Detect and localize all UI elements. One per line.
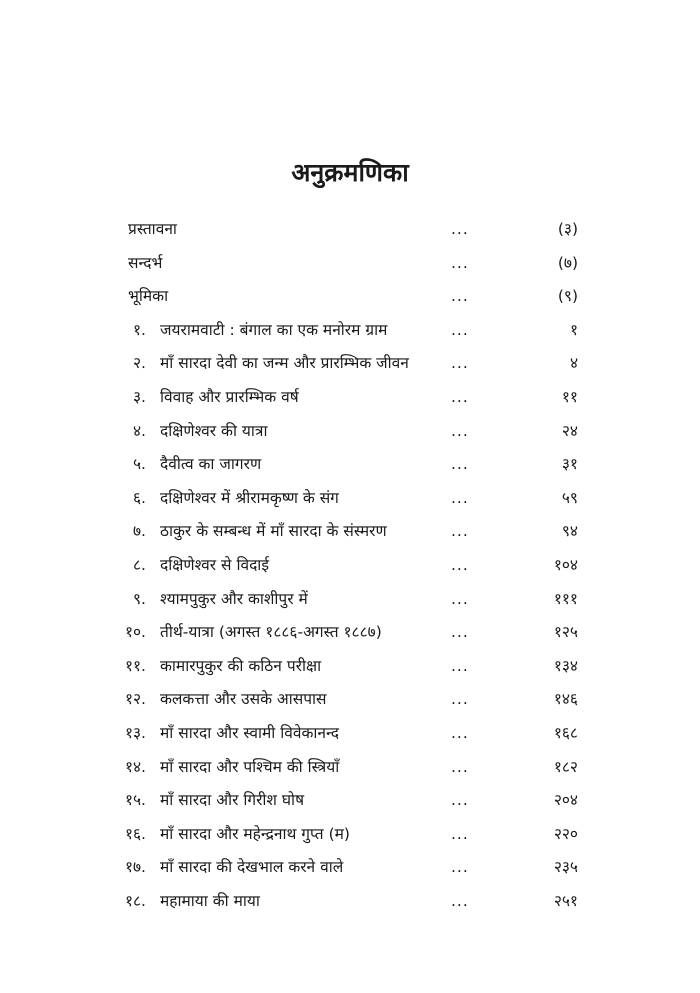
- toc-leader-dots: ...: [451, 589, 469, 608]
- toc-entry-number: ११.: [124, 656, 146, 675]
- toc-entry: [0, 785, 700, 815]
- toc-entry-page-number: (७): [557, 253, 578, 272]
- toc-entry: [0, 752, 700, 782]
- toc-entry-page-number: ३१: [561, 455, 578, 474]
- toc-leader-dots: ...: [451, 824, 469, 843]
- toc-entry-number: १३.: [124, 724, 146, 742]
- toc-entry: [0, 382, 700, 412]
- toc-entry: [0, 315, 700, 345]
- toc-entry-number: ७.: [133, 522, 146, 541]
- toc-entry-page-number: २३५: [553, 858, 578, 877]
- toc-entry: [0, 584, 700, 614]
- toc-entry-title: भूमिका: [128, 287, 169, 306]
- toc-entry: [0, 886, 700, 916]
- toc-entry: [0, 214, 700, 244]
- toc-leader-dots: ...: [451, 724, 469, 742]
- toc-entry-page-number: ११: [561, 388, 578, 406]
- toc-entry: [0, 852, 700, 882]
- toc-entry: [0, 684, 700, 714]
- toc-entry-number: २.: [133, 354, 146, 373]
- toc-leader-dots: ...: [451, 455, 469, 474]
- toc-entry: [0, 248, 700, 278]
- toc-entry-title: माँ सारदा की देखभाल करने वाले: [160, 858, 344, 877]
- toc-entry-title: श्यामपुकुर और काशीपुर में: [160, 589, 308, 608]
- toc-entry: [0, 718, 700, 748]
- toc-entry-page-number: १०४: [553, 556, 578, 574]
- toc-entry-page-number: १३४: [553, 656, 578, 675]
- toc-leader-dots: ...: [451, 421, 469, 440]
- toc-leader-dots: ...: [451, 388, 469, 406]
- toc-entry-title: सन्दर्भ: [128, 253, 163, 272]
- toc-entry: [0, 819, 700, 849]
- toc-entry-number: ३.: [133, 388, 146, 406]
- toc-entry-title: माँ सारदा और स्वामी विवेकानन्द: [160, 724, 340, 742]
- toc-entry-page-number: ५९: [561, 488, 578, 507]
- toc-entry-title: दक्षिणेश्वर में श्रीरामकृष्ण के संग: [160, 488, 339, 507]
- toc-entry-title: माँ सारदा और पश्चिम की स्त्रियाँ: [160, 757, 340, 776]
- toc-entry-title: कामारपुकुर की कठिन परीक्षा: [160, 656, 322, 675]
- toc-entry-title: माँ सारदा देवी का जन्म और प्रारम्भिक जीवन: [160, 354, 409, 373]
- toc-leader-dots: ...: [451, 287, 469, 306]
- toc-entry-number: १७.: [124, 858, 146, 877]
- toc-entry: [0, 516, 700, 546]
- toc-leader-dots: ...: [451, 757, 469, 776]
- toc-entry-page-number: २५१: [553, 892, 578, 910]
- toc-leader-dots: ...: [451, 858, 469, 877]
- toc-entry: [0, 416, 700, 446]
- toc-entry: [0, 550, 700, 580]
- toc-entry-page-number: १६८: [553, 724, 578, 742]
- toc-entry-page-number: १२५: [553, 623, 578, 642]
- toc-entry-number: ५.: [133, 455, 146, 474]
- toc-leader-dots: ...: [451, 320, 469, 339]
- toc-entry-title: ठाकुर के सम्बन्ध में माँ सारदा के संस्मरण: [160, 522, 387, 541]
- toc-entry-title: दैवीत्व का जागरण: [160, 455, 262, 474]
- toc-leader-dots: ...: [451, 656, 469, 675]
- toc-entry-title: दक्षिणेश्वर से विदाई: [160, 556, 269, 574]
- toc-entry-page-number: १: [569, 320, 578, 339]
- toc-entry-number: १२.: [124, 690, 146, 709]
- page-title: अनुक्रमणिका: [291, 158, 409, 187]
- toc-entry-title: माँ सारदा और महेन्द्रनाथ गुप्त (म): [160, 824, 350, 843]
- toc-entry: [0, 281, 700, 311]
- toc-entry: [0, 483, 700, 513]
- toc-entry-title: विवाह और प्रारम्भिक वर्ष: [160, 388, 299, 406]
- toc-entry-title: दक्षिणेश्वर की यात्रा: [160, 421, 268, 440]
- toc-entry-title: महामाया की माया: [160, 892, 260, 910]
- toc-entry-title: कलकत्ता और उसके आसपास: [160, 690, 327, 709]
- toc-entry-title: जयरामवाटी : बंगाल का एक मनोरम ग्राम: [160, 320, 388, 339]
- toc-leader-dots: ...: [451, 488, 469, 507]
- toc-leader-dots: ...: [451, 892, 469, 910]
- toc-entry-title: प्रस्तावना: [128, 220, 177, 238]
- toc-entry-page-number: ४: [569, 354, 578, 373]
- toc-leader-dots: ...: [451, 522, 469, 541]
- toc-leader-dots: ...: [451, 354, 469, 373]
- toc-entry-page-number: २२०: [553, 824, 578, 843]
- toc-leader-dots: ...: [451, 556, 469, 574]
- toc-entry-number: ४.: [133, 421, 146, 440]
- toc-entry-page-number: २०४: [553, 791, 578, 810]
- toc-entry-page-number: २४: [561, 421, 578, 440]
- toc-entry-number: ९.: [133, 589, 146, 608]
- toc-entry-number: १५.: [124, 791, 146, 810]
- toc-leader-dots: ...: [451, 690, 469, 709]
- toc-entry: [0, 651, 700, 681]
- toc-leader-dots: ...: [451, 220, 469, 238]
- toc-entry: [0, 449, 700, 479]
- toc-entry-title: तीर्थ-यात्रा (अगस्त १८८६-अगस्त १८८७): [160, 623, 382, 642]
- toc-leader-dots: ...: [451, 791, 469, 810]
- toc-entry: [0, 348, 700, 378]
- toc-entry-page-number: १४६: [553, 690, 578, 709]
- toc-entry-page-number: १११: [553, 589, 578, 608]
- toc-leader-dots: ...: [451, 623, 469, 642]
- toc-entry-number: ६.: [133, 488, 146, 507]
- toc-entry-number: १.: [133, 320, 146, 339]
- toc-entry: [0, 617, 700, 647]
- toc-entry-page-number: ९४: [561, 522, 578, 541]
- toc-leader-dots: ...: [451, 253, 469, 272]
- toc-entry-page-number: १८२: [553, 757, 578, 776]
- toc-entry-number: १६.: [124, 824, 146, 843]
- toc-entry-number: ८.: [133, 556, 146, 574]
- toc-entry-number: १०.: [124, 623, 146, 642]
- toc-entry-number: १४.: [124, 757, 146, 776]
- toc-entry-number: १८.: [124, 892, 146, 910]
- toc-entry-page-number: (३): [557, 220, 578, 238]
- toc-entry-page-number: (९): [557, 287, 578, 306]
- toc-entry-title: माँ सारदा और गिरीश घोष: [160, 791, 305, 810]
